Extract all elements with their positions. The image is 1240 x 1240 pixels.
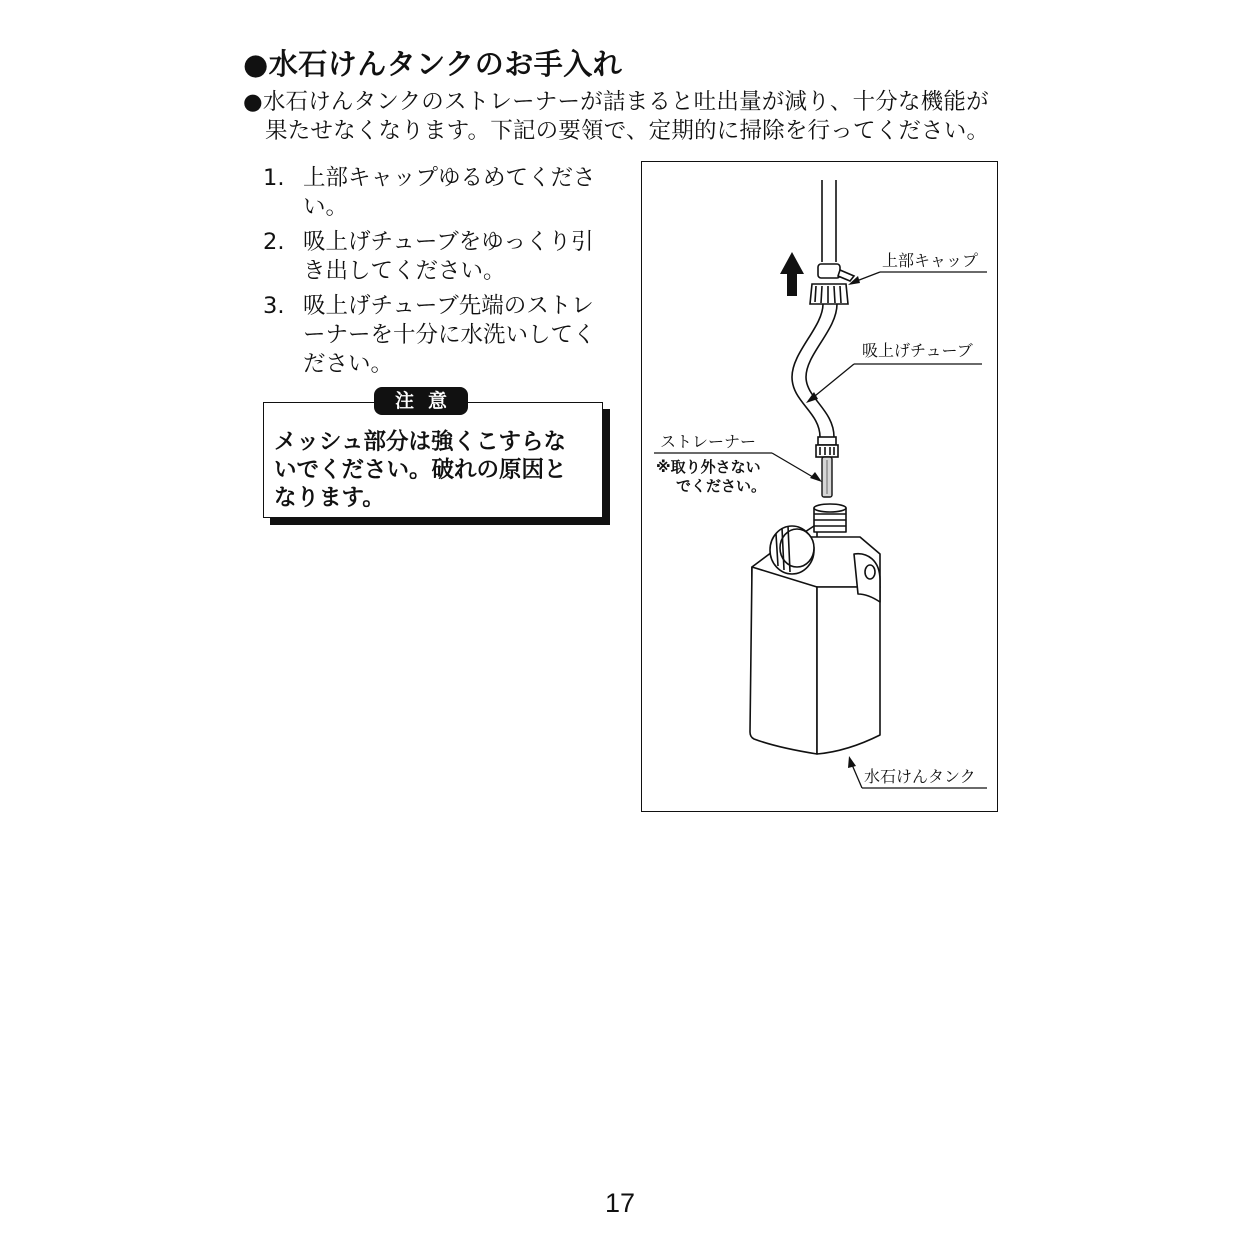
- tank-illustration: [641, 161, 998, 812]
- section-title: ●水石けんタンクのお手入れ: [243, 47, 623, 81]
- label-soap-tank: 水石けんタンク: [864, 767, 976, 786]
- caution-line: いでください。破れの原因と: [274, 457, 567, 483]
- lower-connector: [816, 437, 838, 457]
- caution-line: なります。: [274, 485, 385, 511]
- upper-pipe: [822, 180, 836, 262]
- step-line: 吸上げチューブ先端のストレ: [303, 293, 594, 319]
- step-line: 上部キャップゆるめてくださ: [303, 165, 596, 191]
- intro-paragraph: [243, 88, 1013, 146]
- step-item: [263, 164, 623, 222]
- upper-cap: [810, 284, 848, 304]
- caution-tag: 注意: [374, 387, 468, 415]
- clamp: [818, 264, 854, 281]
- step-line: 吸上げチューブをゆっくり引: [303, 229, 594, 255]
- label-suction-tube: 吸上げチューブ: [862, 341, 973, 360]
- step-number: 1.: [263, 165, 285, 191]
- step-item: [263, 292, 623, 379]
- step-line: い。: [303, 194, 349, 220]
- step-text: [303, 228, 623, 286]
- step-line: き出してください。: [303, 258, 506, 284]
- strainer-note-line1: ※取り外さない: [656, 458, 761, 476]
- intro-line: 果たせなくなります。下記の要領で、定期的に掃除を行ってください。: [265, 118, 990, 144]
- up-arrow-icon: [780, 252, 804, 296]
- caution-line: メッシュ部分は強くこすらな: [274, 429, 567, 455]
- step-number: 3.: [263, 293, 285, 319]
- step-item: [263, 228, 623, 286]
- step-line: ーナーを十分に水洗いしてく: [303, 322, 596, 348]
- intro-line: ●水石けんタンクのストレーナーが詰まると吐出量が減り、十分な機能が: [243, 89, 989, 115]
- strainer: [822, 457, 832, 497]
- step-list: [263, 164, 623, 385]
- page-number: 17: [604, 1188, 636, 1218]
- step-line: ださい。: [303, 351, 394, 377]
- label-strainer: ストレーナー: [660, 432, 757, 451]
- step-number: 2.: [263, 229, 285, 255]
- step-text: [303, 164, 623, 222]
- suction-tube: [792, 304, 837, 437]
- label-upper-cap: 上部キャップ: [882, 251, 979, 270]
- caution-text: [274, 428, 599, 512]
- soap-tank: [750, 504, 880, 754]
- step-text: [303, 292, 623, 379]
- strainer-note-line2: でください。: [676, 477, 767, 495]
